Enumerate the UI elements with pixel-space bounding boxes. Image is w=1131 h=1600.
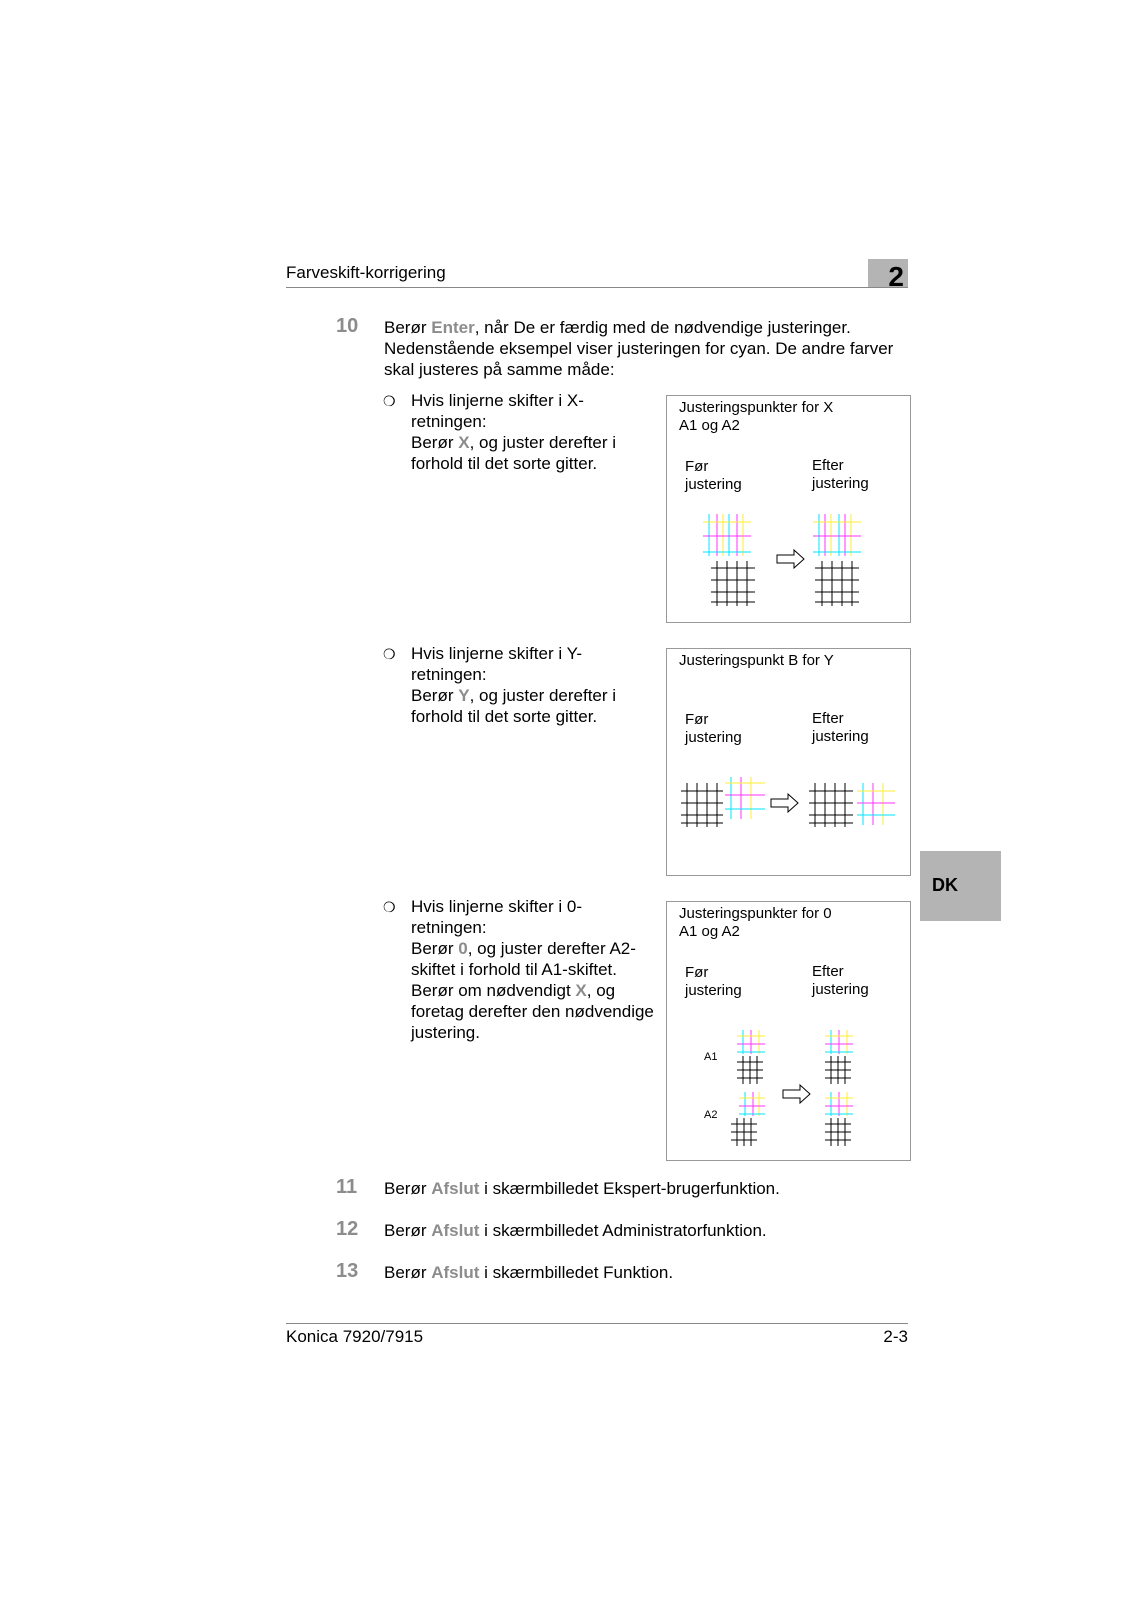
step-12-text: Berør Afslut i skærmbilledet Administratorfunktion.	[384, 1221, 767, 1240]
bullet-0-text: Hvis linjerne skifter i 0- retningen: Berør 0, og juster derefter A2- skiftet i forhold til A1-skiftet. Berør om nødvendigt X, og foretag derefter den nødvendige justering.	[411, 897, 654, 1042]
footer-model: Konica 7920/7915	[286, 1327, 424, 1346]
zero-key-label: 0	[458, 939, 468, 958]
language-tab-label: DK	[932, 875, 958, 895]
chapter-number: 2	[888, 261, 904, 292]
bullet-circle-icon: ❍	[383, 899, 396, 915]
afslut-key-label: Afslut	[431, 1263, 480, 1282]
bullet-y-text: Hvis linjerne skifter i Y- retningen: Berør Y, og juster derefter i forhold til det sorte gitter.	[411, 644, 617, 726]
chapter-badge	[868, 259, 908, 292]
bullet-x-text: Hvis linjerne skifter i X- retningen: Berør X, og juster derefter i forhold til det sorte gitter.	[411, 391, 617, 473]
color-grid-after	[813, 514, 861, 556]
bullet-circle-icon: ❍	[383, 646, 396, 662]
black-grid-before	[711, 561, 755, 606]
label-a2: A2	[704, 1109, 718, 1121]
figure-y-after-label: Efter justering	[812, 710, 869, 745]
afslut-key-label: Afslut	[431, 1221, 480, 1240]
figure-0-adjustment	[666, 901, 911, 1161]
figure-0-title: Justeringspunkter for 0	[679, 905, 832, 922]
figure-0-subtitle: A1 og A2	[679, 923, 740, 940]
figure-0-after-label: Efter justering	[812, 963, 869, 998]
arrow-right-icon	[777, 550, 804, 568]
step-11-text: Berør Afslut i skærmbilledet Ekspert-brugerfunktion.	[384, 1179, 780, 1198]
figure-x-after-label: Efter justering	[812, 457, 869, 492]
color-grid-after	[857, 783, 895, 825]
y-key-label: Y	[458, 686, 470, 705]
x-key-label: X	[458, 433, 470, 452]
figure-x-before-label: Før justering	[685, 458, 742, 493]
footer-page-number: 2-3	[883, 1327, 908, 1346]
figure-x-adjustment	[666, 395, 911, 623]
arrow-right-icon	[771, 794, 798, 812]
language-tab	[920, 851, 1001, 921]
color-grid-a2-before	[739, 1092, 765, 1116]
figure-0-diagram	[667, 902, 910, 1160]
color-grid-before	[725, 777, 765, 819]
black-grid-after	[809, 783, 853, 827]
figure-x-diagram	[667, 396, 910, 622]
figure-x-subtitle: A1 og A2	[679, 417, 740, 434]
x-key-label: X	[575, 981, 587, 1000]
color-grid-a1-after	[825, 1030, 853, 1054]
step-13-text: Berør Afslut i skærmbilledet Funktion.	[384, 1263, 674, 1282]
color-grid-a1-before	[737, 1030, 765, 1054]
black-grid-a2-before	[731, 1118, 757, 1146]
section-title: Farveskift-korrigering	[286, 263, 446, 282]
figure-y-adjustment	[666, 648, 911, 876]
step-number-12: 12	[336, 1218, 359, 1240]
figure-y-diagram	[667, 649, 910, 875]
black-grid-a1-after	[825, 1056, 851, 1084]
figure-y-before-label: Før justering	[685, 711, 742, 746]
afslut-key-label: Afslut	[431, 1179, 480, 1198]
arrow-right-icon	[783, 1085, 810, 1103]
step-10-text	[384, 317, 924, 380]
black-grid-a2-after	[825, 1118, 851, 1146]
enter-key-label: Enter	[431, 318, 475, 337]
figure-x-title: Justeringspunkter for X	[679, 399, 834, 416]
label-a1: A1	[704, 1051, 718, 1063]
step-10-line1: Berør Enter, når De er færdig med de nødvendige justeringer.	[384, 318, 851, 337]
step-number-13: 13	[336, 1260, 359, 1282]
step-number-11: 11	[336, 1176, 358, 1198]
step-10-line2: Nedenstående eksempel viser justeringen for cyan. De andre farver	[384, 339, 894, 358]
color-grid-before	[703, 514, 751, 556]
header-rule	[286, 287, 908, 288]
color-grid-a2-after	[825, 1092, 853, 1116]
black-grid-a1-before	[737, 1056, 763, 1084]
black-grid-before	[681, 783, 723, 827]
bullet-circle-icon: ❍	[383, 393, 396, 409]
footer-rule	[286, 1323, 908, 1324]
step-number-10: 10	[336, 315, 359, 337]
figure-y-title: Justeringspunkt B for Y	[679, 652, 834, 669]
figure-0-before-label: Før justering	[685, 964, 742, 999]
step-10-line3: skal justeres på samme måde:	[384, 360, 615, 379]
black-grid-after	[815, 561, 859, 606]
